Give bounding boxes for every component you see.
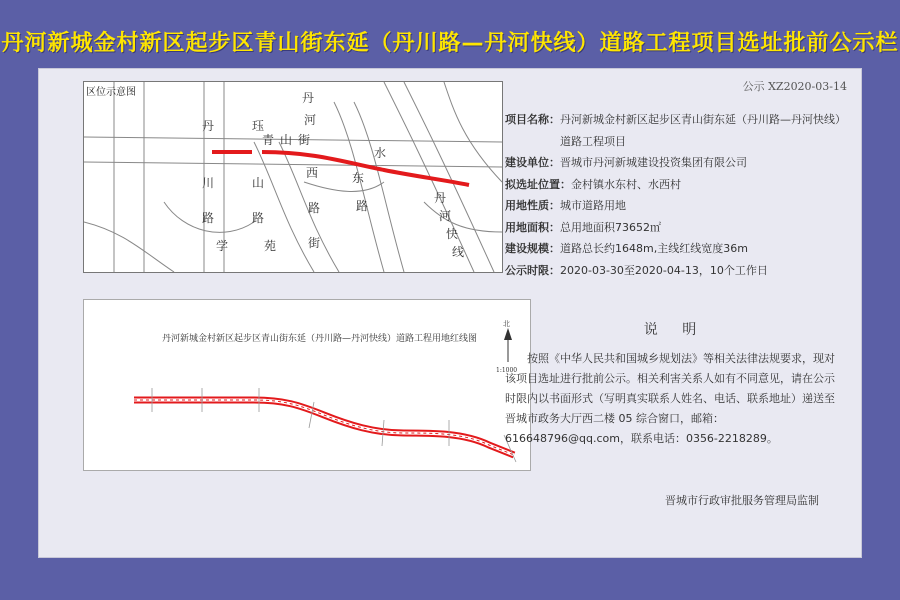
svg-text:东: 东: [352, 171, 365, 185]
svg-text:路: 路: [202, 211, 215, 225]
svg-text:丹: 丹: [434, 191, 447, 205]
road-route-red: [212, 152, 469, 185]
svg-text:路: 路: [308, 201, 321, 215]
explanation-body: 按照《中华人民共和国城乡规划法》等相关法律法规要求，现对该项目选址进行批前公示。相关利害关系人如有不同意见，请在公示时限内以书面形式（写明真实联系人姓名、电话、联系地址）递送至晋城市政务大厅西二楼 05 综合窗口，邮箱：616648796@qq.com，联系电话：0356-2218289。: [505, 352, 835, 445]
svg-text:珏: 珏: [252, 119, 265, 133]
notice-code: 公示 XZ2020-03-14: [742, 80, 847, 93]
info-row: 建设单位： 晋城市丹河新城建设投资集团有限公司: [505, 156, 747, 169]
svg-text:青: 青: [262, 133, 275, 147]
supervisor: 晋城市行政审批服务管理局监制: [665, 494, 819, 507]
info-row: 公示时限： 2020-03-30至2020-04-13，10个工作日: [505, 263, 768, 277]
plan-title: 丹河新城金村新区起步区青山街东延（丹川路—丹河快线）道路工程用地红线图: [162, 334, 478, 344]
plan-road: [134, 400, 514, 455]
project-info: [505, 109, 845, 281]
svg-text:山: 山: [280, 133, 293, 147]
plan-scale: 1:1000: [496, 367, 518, 374]
svg-text:学: 学: [216, 239, 229, 253]
svg-text:丹: 丹: [302, 91, 315, 105]
svg-text:丹: 丹: [202, 119, 215, 133]
svg-text:路: 路: [356, 199, 369, 213]
svg-text:街: 街: [308, 236, 321, 250]
explanation: [505, 319, 845, 449]
svg-text:苑: 苑: [264, 239, 277, 253]
svg-text:路: 路: [252, 211, 265, 225]
info-row: 拟选址位置： 金村镇水东村、水西村: [505, 177, 681, 191]
svg-text:快: 快: [446, 227, 459, 241]
svg-text:北: 北: [503, 320, 510, 328]
svg-text:河: 河: [439, 209, 452, 223]
svg-text:水: 水: [374, 146, 387, 160]
info-row: 项目名称： 丹河新城金村新区起步区青山街东延（丹川路—丹河快线）道路工程项目: [505, 113, 841, 148]
page-title: 丹河新城金村新区起步区青山街东延（丹川路—丹河快线）道路工程项目选址批前公示栏: [1, 31, 899, 56]
svg-text:河: 河: [304, 113, 317, 127]
location-map-drawing: [84, 82, 502, 272]
red-line-plan: [83, 299, 531, 471]
info-row: 用地性质： 城市道路用地: [505, 199, 626, 212]
location-map: [83, 81, 503, 273]
notice-board: [38, 68, 862, 558]
explanation-heading: 说 明: [643, 322, 707, 338]
svg-text:街: 街: [298, 133, 311, 147]
svg-text:山: 山: [252, 176, 265, 190]
svg-text:西: 西: [306, 166, 319, 180]
location-map-caption: 区位示意图: [86, 87, 136, 98]
svg-text:川: 川: [202, 176, 215, 190]
info-row: 建设规模： 道路总长约1648m,主线红线宽度36m: [505, 242, 748, 255]
info-row: 用地面积： 总用地面积73652㎡: [505, 220, 661, 234]
svg-text:线: 线: [452, 245, 465, 259]
plan-drawing: [84, 300, 530, 470]
